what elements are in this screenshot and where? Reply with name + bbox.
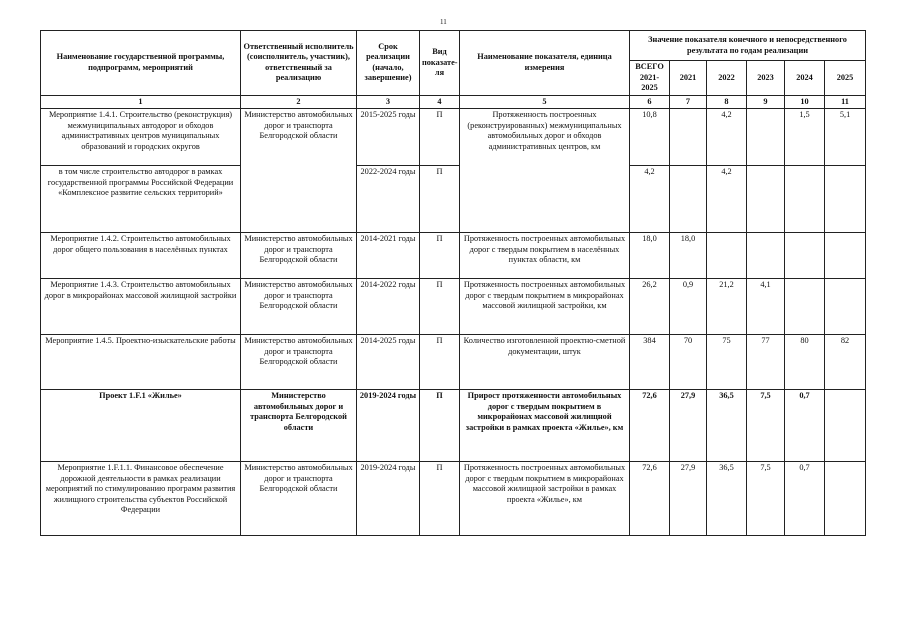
row-indicator: Протяженность построенных автомобильных дорог с твердым покрытием в населённых пунктах области, км (460, 233, 630, 279)
table-row (41, 233, 866, 279)
row-term: 2014-2021 годы (357, 233, 420, 279)
row-value-2023 (747, 109, 785, 166)
row-total: 10,8 (630, 109, 670, 166)
row-responsible: Министерство автомобильных дорог и транспорта Белгородской области (241, 390, 357, 462)
row-type: П (420, 390, 460, 462)
row-name: Мероприятие 1.4.1. Строительство (реконструкция) межмуниципальных автодорог и обходов административных центров муниципальных образований и городских округов (41, 109, 241, 166)
header-term: Срок реализации (начало, завершение) (357, 31, 420, 96)
row-term: 2019-2024 годы (357, 462, 420, 536)
row-total: 384 (630, 335, 670, 390)
row-total: 72,6 (630, 390, 670, 462)
row-value-2021: 27,9 (670, 390, 707, 462)
table-row (41, 166, 866, 233)
row-type: П (420, 109, 460, 166)
row-name: Мероприятие 1.4.2. Строительство автомобильных дорог общего пользования в населённых пунктах (41, 233, 241, 279)
column-number: 10 (785, 95, 825, 109)
row-value-2022: 75 (707, 335, 747, 390)
row-indicator: Прирост протяженности автомобильных дорог с твердым покрытием в микрорайонах массовой жилищной застройки в рамках проекта «Жилье», км (460, 390, 630, 462)
table-row (41, 462, 866, 536)
header-responsible: Ответственный исполнитель (соисполнитель, участник), ответственный за реализацию (241, 31, 357, 96)
row-value-2023: 7,5 (747, 390, 785, 462)
row-value-2021: 27,9 (670, 462, 707, 536)
row-name: в том числе строительство автодорог в рамках государственной программы Российской Федерации «Комплексное развитие сельских территорий» (41, 166, 241, 233)
row-value-2022 (707, 233, 747, 279)
header-name: Наименование государственной программы, подпрограмм, мероприятий (41, 31, 241, 96)
row-value-2021: 18,0 (670, 233, 707, 279)
row-total: 26,2 (630, 279, 670, 335)
row-value-2022: 21,2 (707, 279, 747, 335)
row-responsible: Министерство автомобильных дорог и транспорта Белгородской области (241, 279, 357, 335)
header-year: 2025 (825, 61, 866, 96)
column-number: 4 (420, 95, 460, 109)
row-responsible: Министерство автомобильных дорог и транспорта Белгородской области (241, 462, 357, 536)
row-value-2024: 1,5 (785, 109, 825, 166)
row-type: П (420, 233, 460, 279)
row-name: Мероприятие 1.F.1.1. Финансовое обеспечение дорожной деятельности в рамках реализации мероприятий по стимулированию программ развития жилищного строительства субъектов Российской Федерации (41, 462, 241, 536)
row-value-2025 (825, 390, 866, 462)
row-value-2023 (747, 166, 785, 233)
table-row (41, 390, 866, 462)
row-value-2023: 4,1 (747, 279, 785, 335)
row-value-2025 (825, 166, 866, 233)
row-value-2022: 4,2 (707, 109, 747, 166)
header-year: 2023 (747, 61, 785, 96)
row-type: П (420, 279, 460, 335)
row-type: П (420, 166, 460, 233)
row-responsible: Министерство автомобильных дорог и транспорта Белгородской области (241, 233, 357, 279)
row-indicator: Протяженность построенных автомобильных дорог с твердым покрытием в микрорайонах массовой жилищной застройки, км (460, 279, 630, 335)
row-total: 4,2 (630, 166, 670, 233)
column-number: 11 (825, 95, 866, 109)
table-row (41, 335, 866, 390)
row-value-2023 (747, 233, 785, 279)
row-value-2025: 5,1 (825, 109, 866, 166)
row-value-2022: 4,2 (707, 166, 747, 233)
header-type: Вид показате-ля (420, 31, 460, 96)
column-number: 2 (241, 95, 357, 109)
header-values-group: Значение показателя конечного и непосредственного результата по годам реализации (630, 31, 866, 61)
row-value-2024 (785, 279, 825, 335)
row-type: П (420, 335, 460, 390)
row-value-2025 (825, 279, 866, 335)
row-value-2024: 0,7 (785, 390, 825, 462)
row-value-2024 (785, 166, 825, 233)
row-value-2024: 80 (785, 335, 825, 390)
row-value-2025 (825, 233, 866, 279)
table-row (41, 279, 866, 335)
row-value-2023: 77 (747, 335, 785, 390)
row-term: 2022-2024 годы (357, 166, 420, 233)
column-number: 6 (630, 95, 670, 109)
row-term: 2014-2022 годы (357, 279, 420, 335)
indicators-table (40, 30, 866, 536)
header-indicator: Наименование показателя, единица измерения (460, 31, 630, 96)
column-number: 9 (747, 95, 785, 109)
row-value-2022: 36,5 (707, 390, 747, 462)
row-value-2025: 82 (825, 335, 866, 390)
row-indicator: Протяженность построенных (реконструированных) межмуниципальных автомобильных дорог и обходов административных центров, км (460, 109, 630, 233)
row-name: Мероприятие 1.4.3. Строительство автомобильных дорог в микрорайонах массовой жилищной застройки (41, 279, 241, 335)
row-value-2025 (825, 462, 866, 536)
row-total: 18,0 (630, 233, 670, 279)
page-number: 11 (440, 18, 447, 26)
row-type: П (420, 462, 460, 536)
row-value-2021: 0,9 (670, 279, 707, 335)
row-value-2021: 70 (670, 335, 707, 390)
row-responsible: Министерство автомобильных дорог и транспорта Белгородской области (241, 335, 357, 390)
column-number: 3 (357, 95, 420, 109)
column-number: 8 (707, 95, 747, 109)
header-year: 2022 (707, 61, 747, 96)
column-number: 5 (460, 95, 630, 109)
row-value-2021 (670, 166, 707, 233)
table-row (41, 109, 866, 166)
column-number: 7 (670, 95, 707, 109)
row-name: Проект 1.F.1 «Жилье» (41, 390, 241, 462)
row-term: 2015-2025 годы (357, 109, 420, 166)
row-value-2023: 7,5 (747, 462, 785, 536)
row-total: 72,6 (630, 462, 670, 536)
row-value-2024: 0,7 (785, 462, 825, 536)
row-value-2021 (670, 109, 707, 166)
row-term: 2014-2025 годы (357, 335, 420, 390)
header-year: 2021 (670, 61, 707, 96)
column-number: 1 (41, 95, 241, 109)
row-responsible: Министерство автомобильных дорог и транспорта Белгородской области (241, 109, 357, 233)
row-term: 2019-2024 годы (357, 390, 420, 462)
row-name: Мероприятие 1.4.5. Проектно-изыскательские работы (41, 335, 241, 390)
row-indicator: Протяженность построенных автомобильных дорог с твердым покрытием в микрорайонах массовой жилищной застройки в рамках проекта «Жилье», км (460, 462, 630, 536)
row-value-2024 (785, 233, 825, 279)
header-total: ВСЕГО 2021-2025 (630, 61, 670, 96)
row-value-2022: 36,5 (707, 462, 747, 536)
row-indicator: Количество изготовленной проектно-сметной документации, штук (460, 335, 630, 390)
header-year: 2024 (785, 61, 825, 96)
